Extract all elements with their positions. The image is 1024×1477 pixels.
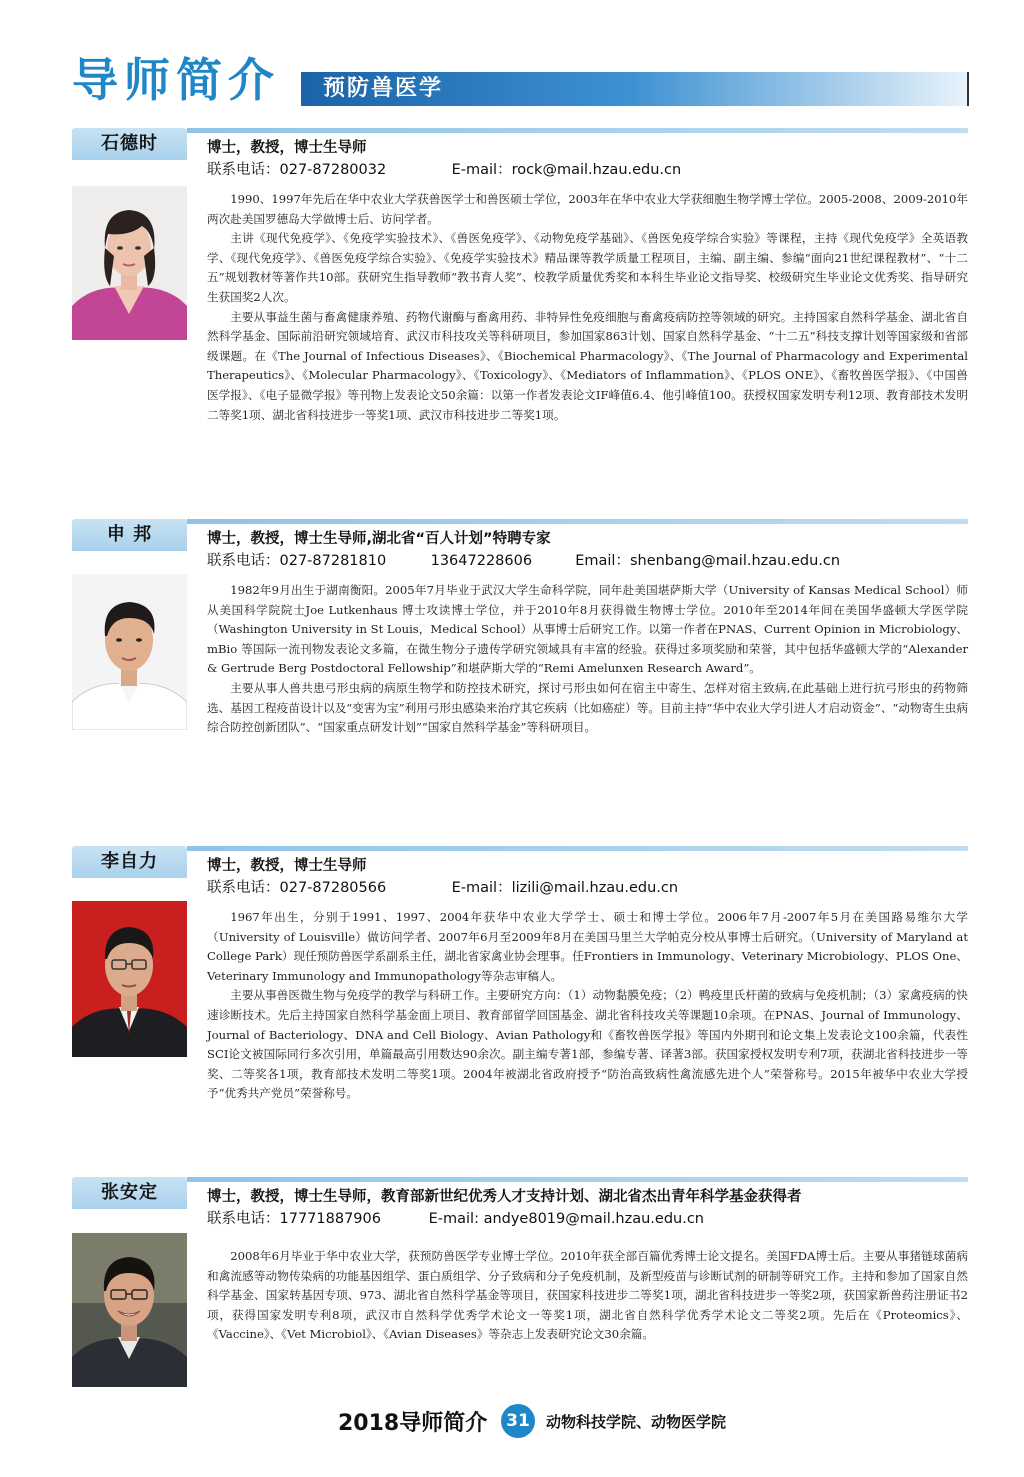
phone-text: 联系电话：027-87280032	[207, 162, 387, 178]
header-divider	[967, 72, 969, 106]
footer-publication-title: 2018导师简介	[338, 1411, 488, 1436]
bio-paragraph: 主讲《现代免疫学》、《免疫学实验技术》、《兽医免疫学》、《动物免疫学基础》、《兽医免疫学综合实验》等课程，主持《现代免疫学》全英语教学、《现代免疫学》、《兽医免疫学综合实验》、《免疫学实验技术》精品课等教学质量工程项目，主编、副主编、参编“面向21世纪课程教材”、“十二五”规划教材等著作共10部。获研究生指导教师“教书育人奖”、校教学质量优秀奖和本科生毕业论文指导奖、校级研究生毕业论文优秀奖、指导研究生获国奖2人次。	[207, 231, 968, 304]
profile-name: 申 邦	[106, 524, 153, 545]
bio-paragraph: 1967年出生，分别于1991、1997、2004年获华中农业大学学士、硕士和博士学位。2006年7月-2007年5月在美国路易维尔大学（University of Louisville）做访问学者、2007年6月至2009年8月在美国马里兰大学帕克分校从事博士后研究。（University of Maryland at College Park）现任预防兽医学系副系主任，湖北省家禽业协会理事。任Frontiers in Immunology、Veterinary Microbiology、PLOS One、Veterinary Immunology and Immunopathology等杂志审稿人。	[207, 910, 968, 983]
profile-name: 石德时	[101, 133, 158, 154]
profile-title: 博士，教授，博士生导师	[207, 858, 367, 874]
footer-college-name: 动物科技学院、动物医学院	[546, 1413, 727, 1431]
profile-bio	[207, 1247, 968, 1345]
contact-line	[207, 158, 681, 179]
portrait-photo	[72, 901, 187, 1057]
bio-paragraph: 主要从事益生菌与畜禽健康养殖、药物代谢酶与畜禽用药、非特异性免疫细胞与畜禽疫病防控等领域的研究。主持国家自然科学基金、湖北省自然科学基金、国际前沿研究领域培育、武汉市科技攻关等科研项目，参加国家863计划、国家自然科学基金、“十二五”科技支撑计划等国家级和省部级课题。在《The Journal of Infectious Diseases》、《Biochemical Pharmacology》、《The Journal of Pharmacology and Experimental Therapeutics》、《Molecular Pharmacology》、《Toxicology》、《Mediators of Inflammation》、《PLOS ONE》、《畜牧兽医学报》、《中国兽医学报》、《电子显微学报》等刊物上发表论文50余篇：以第一作者发表论文IF峰值6.4、他引峰值100。获授权国家发明专利12项、教育部技术发明二等奖1项、湖北省科技进步一等奖1项、武汉市科技进步二等奖1项。	[207, 309, 968, 422]
bio-paragraph: 1990、1997年先后在华中农业大学获兽医学士和兽医硕士学位，2003年在华中农业大学获细胞生物学博士学位。2005-2008、2009-2010年两次赴美国罗德岛大学做博士后、访问学者。	[207, 192, 968, 226]
profile-bio	[207, 581, 968, 738]
portrait-photo	[72, 1233, 187, 1387]
profile-bio	[207, 908, 968, 1104]
profile-title: 博士，教授，博士生导师，教育部新世纪优秀人才支持计划、湖北省杰出青年科学基金获得者	[207, 1189, 802, 1205]
phone-text: 联系电话：027-87281810	[207, 553, 387, 569]
email-text: E-mail: andye8019@mail.hzau.edu.cn	[428, 1211, 704, 1227]
profile-name: 李自力	[101, 851, 158, 872]
portrait-female-image	[72, 186, 187, 340]
bio-paragraph: 1982年9月出生于湖南衡阳。2005年7月毕业于武汉大学生命科学院，同年赴美国堪萨斯大学（University of Kansas Medical School）师从美国科学院院士Joe Lutkenhaus 博士攻读博士学位，并于2010年8月获得微生物博士学位。2010年至2014年间在美国华盛顿大学医学院（Washington University in St Louis，Medical School）从事博士后研究工作。以第一作者在PNAS、Current Opinion in Microbiology、mBio 等国际一流刊物发表论文多篇，在微生物分子遗传学研究领域具有丰富的经验。获得过多项奖励和荣誉，其中包括华盛顿大学的“Alexander & Gertrude Berg Postdoctoral Fellowship”和堪萨斯大学的“Remi Amelunxen Research Award”。	[207, 583, 968, 676]
section-banner	[301, 72, 969, 106]
portrait-male-smiling-image	[72, 1233, 187, 1387]
phone-text: 联系电话：17771887906	[207, 1211, 381, 1227]
section-rule	[187, 1177, 968, 1182]
section-rule	[187, 846, 968, 851]
portrait-photo	[72, 186, 187, 340]
bio-paragraph: 主要从事人兽共患弓形虫病的病原生物学和防控技术研究，探讨弓形虫如何在宿主中寄生、怎样对宿主致病,在此基础上进行抗弓形虫的药物筛选、基因工程疫苗设计以及“变害为宝”利用弓形虫感染来治疗其它疾病（比如癌症）等。目前主持“华中农业大学引进人才启动资金”、“动物寄生虫病综合防控创新团队”、“国家重点研发计划”“国家自然科学基金”等科研项目。	[207, 680, 968, 735]
contact-line	[207, 549, 840, 570]
bio-paragraph: 2008年6月毕业于华中农业大学，获预防兽医学专业博士学位。2010年获全部百篇优秀博士论文提名。美国FDA博士后。主要从事猪链球菌病和禽流感等动物传染病的功能基因组学、蛋白质组学、分子致病和分子免疫机制，及新型疫苗与诊断试剂的研制等研究工作。主持和参加了国家自然科学基金、国家转基因专项、973、湖北省自然科学基金等项目，获国家科技进步二等奖1项，湖北省科技进步一等奖2项，获国家新兽药注册证书2项，获得国家发明专利8项，武汉市自然科学优秀学术论文一等奖1项，湖北省自然科学优秀学术论文二等奖2项。先后在《Proteomics》、《Vaccine》、《Vet Microbiol》、《Avian Diseases》等杂志上发表研究论文30余篇。	[207, 1249, 968, 1342]
bio-paragraph: 主要从事兽医微生物与免疫学的教学与科研工作。主要研究方向：（1）动物黏膜免疫；（2）鸭疫里氏杆菌的致病与免疫机制；（3）家禽疫病的快速诊断技术。先后主持国家自然科学基金面上项目、教育部留学回国基金、湖北省科技攻关等课题10余项。在PNAS、Journal of Immunology、Journal of Bacteriology、DNA and Cell Biology、Avian Pathology和《畜牧兽医学报》等国内外期刊和论文集上发表论文100余篇，代表性SCI论文被国际同行多次引用，单篇最高引用数达90余次。副主编专著1部，参编专著、译著3部。获国家授权发明专利7项，获湖北省科技进步一等奖、二等奖各1项，教育部技术发明二等奖1项。2004年被湖北省政府授予“防治高致病性禽流感先进个人”荣誉称号。2015年被华中农业大学授予“优秀共产党员”荣誉称号。	[207, 988, 968, 1101]
section-title: 预防兽医学	[323, 76, 444, 101]
email-text: E-mail：rock@mail.hzau.edu.cn	[451, 162, 682, 178]
portrait-male-image	[72, 574, 187, 730]
profile-name: 张安定	[101, 1182, 158, 1203]
portrait-photo	[72, 574, 187, 730]
name-tab	[72, 128, 187, 160]
contact-line	[207, 1207, 704, 1228]
page-footer	[0, 1404, 1024, 1440]
section-rule	[187, 519, 968, 524]
phone-text: 联系电话：027-87280566	[207, 880, 387, 896]
profile-title: 博士，教授，博士生导师	[207, 140, 367, 156]
name-tab	[72, 519, 187, 551]
profile-bio	[207, 190, 968, 425]
email-text: Email：shenbang@mail.hzau.edu.cn	[575, 553, 841, 569]
email-text: E-mail：lizili@mail.hzau.edu.cn	[451, 880, 679, 896]
page-number: 31	[501, 1404, 535, 1438]
mobile-text: 13647228606	[430, 553, 533, 569]
contact-line	[207, 876, 678, 897]
name-tab	[72, 1177, 187, 1209]
page-header	[0, 0, 1024, 118]
name-tab	[72, 846, 187, 878]
profile-title: 博士，教授，博士生导师,湖北省“百人计划”特聘专家	[207, 531, 551, 547]
section-rule	[187, 128, 968, 133]
portrait-male-glasses-image	[72, 901, 187, 1057]
page-title: 导师简介	[72, 53, 280, 107]
